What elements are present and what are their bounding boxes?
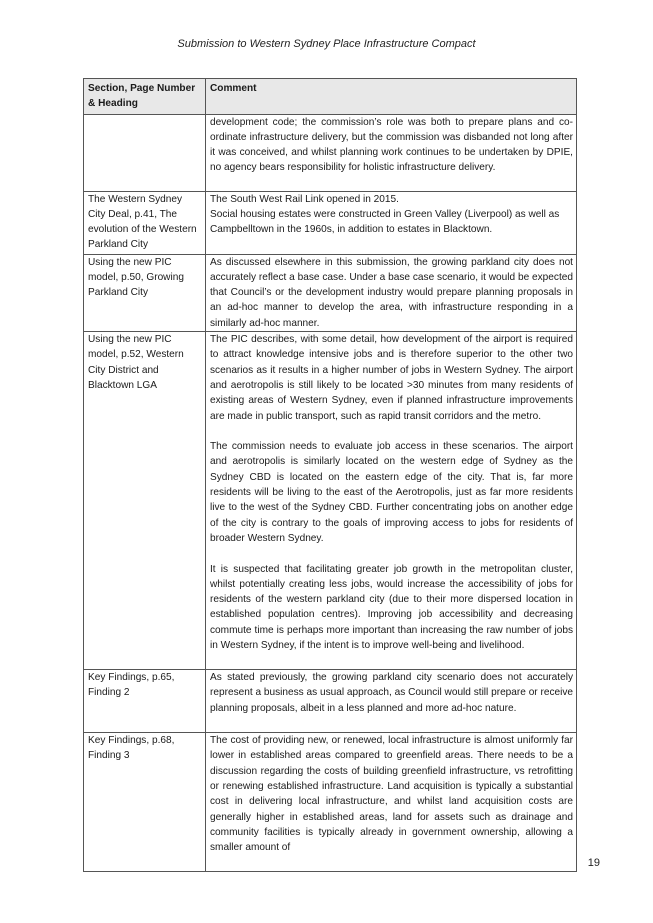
comment-cell [206,670,577,733]
page-header: Submission to Western Sydney Place Infrastructure Compact [177,38,476,50]
comment-paragraph: The South West Rail Link opened in 2015. Social housing estates were constructed in Green Valley (Liverpool) as well as Campbelltown in the 1960s, in addition to estates in Blacktown. [210,193,560,236]
comment-cell [206,733,577,872]
section-cell [84,114,206,191]
table-row [84,332,577,670]
comment-cell [206,114,577,191]
table-row [84,670,577,733]
comment-paragraph: As stated previously, the growing parkland city scenario does not accurately represent a business as usual approach, as Council would still prepare or receive planning proposals, albeit in a less planned and more ad-hoc nature. [210,672,574,714]
comments-table [83,78,577,872]
table-row [84,733,577,872]
section-cell: Using the new PIC model, p.52, Western City District and Blacktown LGA [84,332,206,670]
table-row [84,114,577,191]
table-row [84,191,577,254]
comment-cell [206,332,577,670]
section-cell: Using the new PIC model, p.50, Growing Parkland City [84,254,206,331]
comment-cell [206,191,577,254]
table-header-row [84,79,577,115]
comment-paragraph: The commission needs to evaluate job access in these scenarios. The airport and aerotropolis is similarly located on the western edge of Sydney as the Sydney CBD is located on the eastern edge of the city. That is, far more residents will be living to the east of the Aerotropolis, just as far more residents live to the west of the Sydney CBD. Further concentrating jobs on another edge of the city is contrary to the goals of improving access to jobs for residents of broader Western Sydney. [210,441,573,544]
section-cell: Key Findings, p.65, Finding 2 [84,670,206,733]
comment-paragraph: As discussed elsewhere in this submission, the growing parkland city does not accurately reflect a base case. Under a base case scenario, it would be expected that Council’s or the development industry would prepare planning proposals in an ad-hoc manner to develop the area, with infrastructure responding in a similarly ad-hoc manner. [210,256,573,329]
section-cell: The Western Sydney City Deal, p.41, The evolution of the Western Parkland City [84,191,206,254]
column-header-section: Section, Page Number & Heading [84,79,206,115]
comment-paragraph: It is suspected that facilitating greater job growth in the metropolitan cluster, whilst potentially creating less jobs, would increase the accessibility of jobs for residents of the western parkland city (due to their more dispersed location in established population centres). Improving job accessibility and decreasing commute time is perhaps more important than increasing the raw number of jobs in Western Sydney, if the intent is to improve well-being and livelihood. [210,563,573,652]
comment-paragraph: The PIC describes, with some detail, how development of the airport is required to attract knowledge intensive jobs and is therefore superior to the other two scenarios as it results in a higher number of jobs in Western Sydney. The airport and aerotropolis is still likely to be located >30 minutes from many residents of existing areas of Western Sydney, even if planned infrastructure improvements are made in public transport, such as rapid transit corridors and the metro. [210,334,573,422]
page-number: 19 [587,857,600,869]
table-row [84,254,577,331]
comment-cell [206,254,577,331]
comment-paragraph: The cost of providing new, or renewed, local infrastructure is almost uniformly far lower in established areas compared to greenfield areas. There needs to be a discussion regarding the costs of building greenfield infrastructure, vs retrofitting or renewing established infrastructure. Land acquisition is typically a substantial cost in delivering local infrastructure, and whilst land acquisition costs are generally higher in established areas, land for assets such as drainage and community facilities is typically already in government ownership, allowing a smaller amount of [210,735,573,854]
section-cell: Key Findings, p.68, Finding 3 [84,733,206,872]
column-header-comment: Comment [206,79,577,115]
comment-paragraph: development code; the commission’s role was both to prepare plans and co-ordinate infrastructure delivery, but the commission was disbanded not long after it was conceived, and whilst planning work continues to be undertaken by DPIE, no agency bears responsibility for holistic infrastructure delivery. [210,116,573,174]
